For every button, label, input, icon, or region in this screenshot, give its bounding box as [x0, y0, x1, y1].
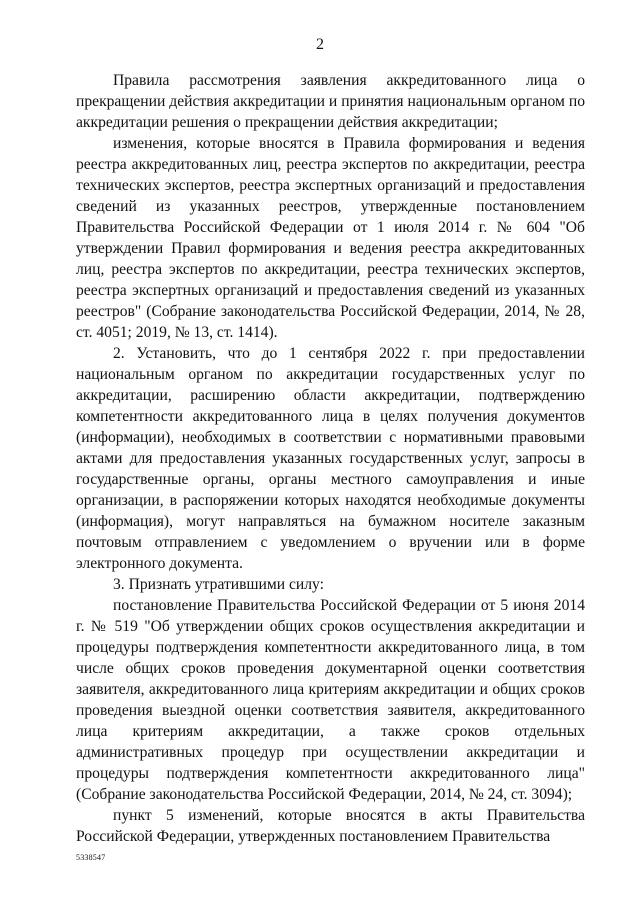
paragraph-item-2-establish: 2. Установить, что до 1 сентября 2022 г. при предоставлении национальным органом по аккредитации государственных услуг по аккредитации, расширению области аккредитации, подтверждению компетентности аккредитованного лица в целях получения документов (информации), необходимых в соответствии с нормативными правовыми актами для предоставления указанных государственных услуг, запросы в государственные органы, органы местного самоуправления и иные организации, в распоряжении которых находятся необходимые документы (информация), могут направляться на бумажном носителе заказным почтовым отправлением с уведомлением о вручении или в форме электронного документа. [76, 345, 585, 572]
paragraph-item-3-repeal: 3. Признать утратившими силу: [113, 576, 324, 593]
document-body [76, 70, 585, 847]
document-code: 5338547 [76, 853, 106, 862]
paragraph-resolution-519: постановление Правительства Российской Федерации от 5 июня 2014 г. № 519 "Об утверждении общих сроков осуществления аккредитации и процедуры подтверждения компетентности аккредитованного лица, в том числе общих сроков проведения документарной оценки соответствия заявителя, аккредитованного лица критериям аккредитации и общих сроков проведения выездной оценки соответствия заявителя, аккредитованного лица критериям аккредитации, а также сроков отдельных административных процедур при осуществлении аккредитации и процедуры подтверждения компетентности аккредитованного лица" (Собрание законодательства Российской Федерации, 2014, № 24, ст. 3094); [76, 597, 585, 803]
paragraph-clause-5-changes: пункт 5 изменений, которые вносятся в акты Правительства Российской Федерации, утвержденных постановлением Правительства [76, 807, 585, 845]
paragraph-rules-termination: Правила рассмотрения заявления аккредитованного лица о прекращении действия аккредитации и принятия национальным органом по аккредитации решения о прекращении действия аккредитации; [76, 72, 585, 131]
page-number: 2 [316, 36, 324, 53]
paragraph-registry-changes: изменения, которые вносятся в Правила формирования и ведения реестра аккредитованных лиц, реестра экспертов по аккредитации, реестра технических экспертов, реестра экспертных организаций и предоставления сведений из указанных реестров, утвержденные постановлением Правительства Российской Федерации от 1 июля 2014 г. № 604 "Об утверждении Правил формирования и ведения реестра аккредитованных лиц, реестра экспертов по аккредитации, реестра технических экспертов, реестра экспертных организаций и предоставления сведений из указанных реестров" (Собрание законодательства Российской Федерации, 2014, № 28, ст. 4051; 2019, № 13, ст. 1414). [76, 135, 585, 341]
